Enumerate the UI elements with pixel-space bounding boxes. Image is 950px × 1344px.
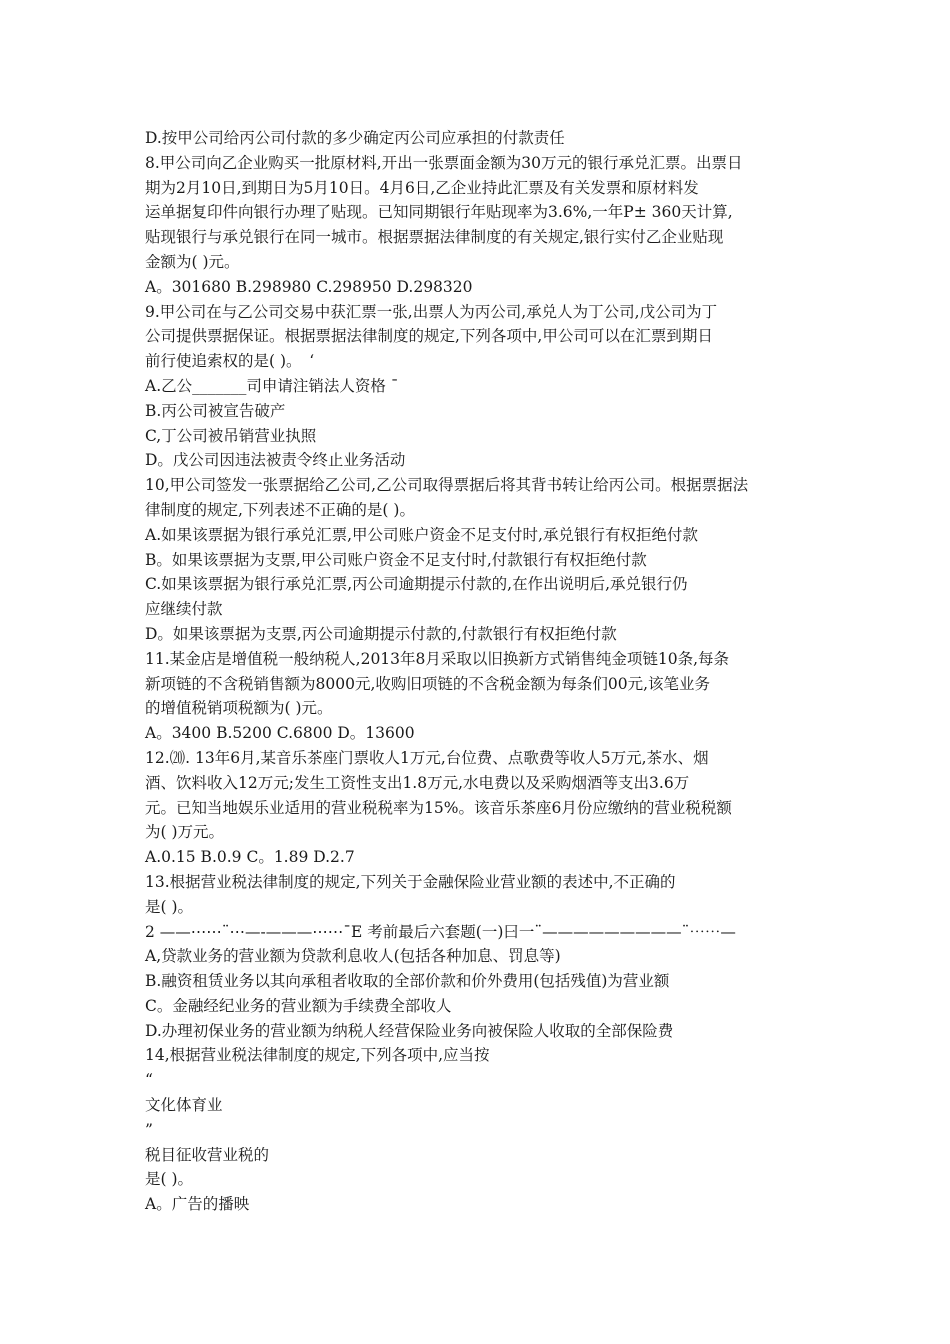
text-line: 税目征收营业税的	[145, 1145, 270, 1164]
text-line: D。如果该票据为支票,丙公司逾期提示付款的,付款银行有权拒绝付款	[145, 624, 617, 643]
text-line: B.丙公司被宣告破产	[145, 401, 286, 420]
text-line: 2 ——⋯⋯¨⋯—-———⋯⋯¯E 考前最后六套题(一)曰一¨—————————¨⋯⋯—	[145, 922, 736, 941]
text-line: C。金融经纪业务的营业额为手续费全部收人	[145, 996, 452, 1015]
text-line: 酒、饮料收入12万元;发生工资性支出1.8万元,水电费以及采购烟酒等支出3.6万	[145, 773, 690, 792]
text-line: A。3400 B.5200 C.6800 D。13600	[145, 724, 415, 743]
text-line: 13.根据营业税法律制度的规定,下列关于金融保险业营业额的表述中,不正确的	[145, 872, 676, 891]
text-line: A.乙公_______司申请注销法人资格 ¯	[145, 376, 399, 395]
text-line: 公司提供票据保证。根据票据法律制度的规定,下列各项中,甲公司可以在汇票到期日	[145, 327, 713, 346]
text-line: 文化体育业	[145, 1096, 223, 1115]
text-line: B.融资租赁业务以其向承租者收取的全部价款和价外费用(包括残值)为营业额	[145, 972, 670, 991]
text-line: 的增值税销项税额为( )元。	[145, 699, 333, 718]
text-line: 8.甲公司向乙企业购买一批原材料,开出一张票面金额为30万元的银行承兑汇票。出票日	[145, 153, 743, 172]
text-line: A.如果该票据为银行承兑汇票,甲公司账户资金不足支付时,承兑银行有权拒绝付款	[145, 525, 698, 544]
text-line: ”	[145, 1120, 153, 1139]
text-line: C,丁公司被吊销营业执照	[145, 426, 317, 445]
text-line: D.办理初保业务的营业额为纳税人经营保险业务向被保险人收取的全部保险费	[145, 1021, 674, 1040]
text-line: 元。已知当地娱乐业适用的营业税税率为15%。该音乐茶座6月份应缴纳的营业税税额	[145, 798, 732, 817]
text-line: B。如果该票据为支票,甲公司账户资金不足支付时,付款银行有权拒绝付款	[145, 550, 647, 569]
text-line: 9.甲公司在与乙公司交易中获汇票一张,出票人为丙公司,承兑人为丁公司,戊公司为丁	[145, 302, 718, 321]
text-line: C.如果该票据为银行承兑汇票,丙公司逾期提示付款的,在作出说明后,承兑银行仍	[145, 575, 688, 594]
text-line: A,贷款业务的营业额为贷款利息收人(包括各种加息、罚息等)	[145, 947, 561, 966]
text-line: 12.⒇. 13年6月,某音乐茶座门票收人1万元,台位费、点歌费等收人5万元,茶水、烟	[145, 748, 709, 767]
text-line: 金额为( )元。	[145, 252, 240, 271]
text-line: 贴现银行与承兑银行在同一城市。根据票据法律制度的有关规定,银行实付乙企业贴现	[145, 228, 724, 247]
text-line: 14,根据营业税法律制度的规定,下列各项中,应当按	[145, 1046, 490, 1065]
text-line: 前行使追索权的是( )。 ‘	[145, 352, 315, 371]
text-line: A。301680 B.298980 C.298950 D.298320	[145, 277, 473, 296]
text-line: A。广告的播映	[145, 1195, 250, 1214]
text-line: 是( )。	[145, 897, 194, 916]
text-line: 10,甲公司签发一张票据给乙公司,乙公司取得票据后将其背书转让给丙公司。根据票据法	[145, 476, 749, 495]
text-line: A.0.15 B.0.9 C。1.89 D.2.7	[145, 848, 355, 867]
text-line: D.按甲公司给丙公司付款的多少确定丙公司应承担的付款责任	[145, 129, 565, 147]
text-line: 新项链的不含税销售额为8000元,收购旧项链的不含税金额为每条们00元,该笔业务	[145, 674, 711, 693]
text-line: 为( )万元。	[145, 823, 225, 842]
text-line: 律制度的规定,下列表述不正确的是( )。	[145, 500, 415, 519]
text-line: 运单据复印件向银行办理了贴现。已知同期银行年贴现率为3.6%,一年P± 360天计算,	[145, 203, 733, 222]
text-line: “	[145, 1071, 153, 1090]
document-body	[145, 126, 805, 1217]
text-line: 11.某金店是增值税一般纳税人,2013年8月采取以旧换新方式销售纯金项链10条,每条	[145, 649, 730, 668]
text-line: 期为2月10日,到期日为5月10日。4月6日,乙企业持此汇票及有关发票和原材料发	[145, 178, 699, 197]
text-line: 是( )。	[145, 1170, 194, 1189]
text-line: D。戊公司因违法被责令终止业务活动	[145, 451, 406, 470]
text-line: 应继续付款	[145, 600, 223, 619]
